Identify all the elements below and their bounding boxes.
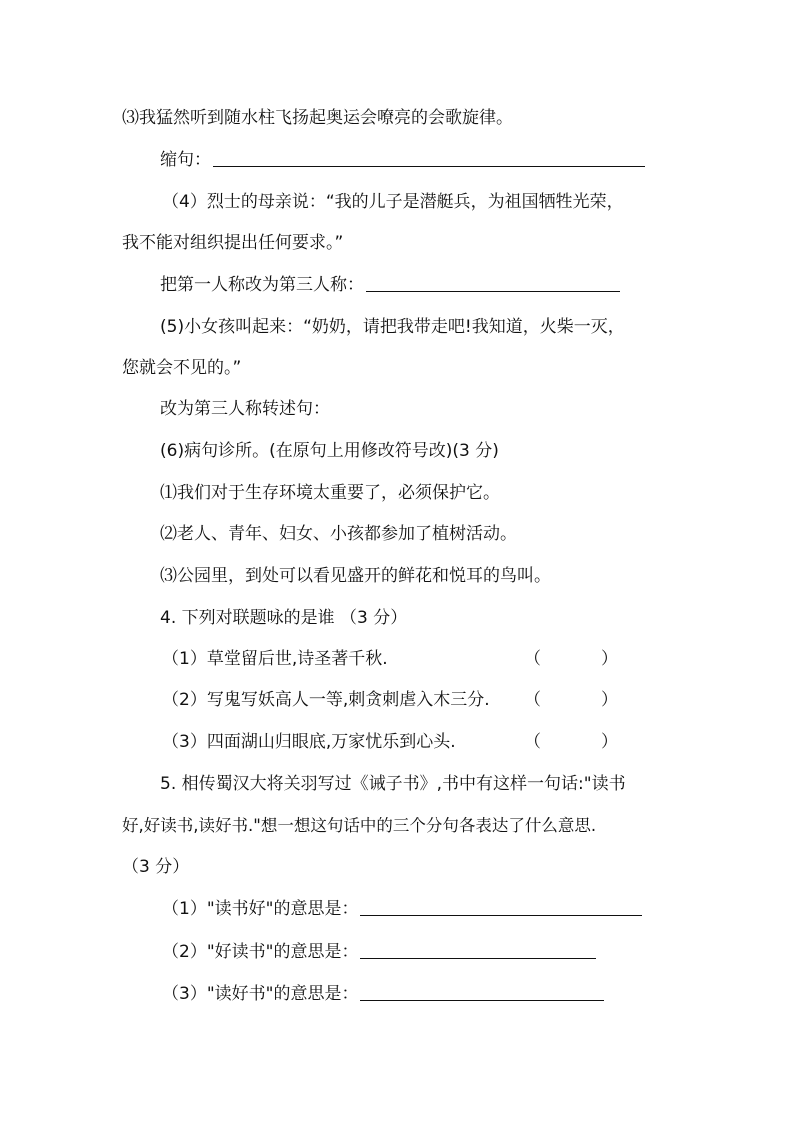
question-5-points: （3 分） (122, 857, 190, 877)
answer-blank[interactable] (366, 273, 620, 292)
prompt-label: （3）"读好书"的意思是： (162, 984, 359, 1004)
item-6-heading: (6)病句诊所。(在原句上用修改符号改)(3 分) (160, 441, 499, 461)
question-5-line-1: 5. 相传蜀汉大将关羽写过《诫子书》,书中有这样一句话:"读书 (160, 774, 626, 794)
faulty-sentence-2: ⑵老人、青年、妇女、小孩都参加了植树活动。 (160, 524, 517, 544)
answer-paren-3[interactable]: （ ） (524, 732, 618, 752)
answer-blank[interactable] (360, 940, 596, 959)
third-person-prompt (160, 273, 620, 297)
item-5-line-1: (5)小女孩叫起来：“奶奶，请把我带走吧!我知道，火柴一灭， (160, 317, 625, 337)
faulty-sentence-1: ⑴我们对于生存环境太重要了，必须保护它。 (160, 483, 500, 503)
sentence-3: ⑶我猛然听到随水柱飞扬起奥运会嘹亮的会歌旋律。 (122, 108, 513, 128)
prompt-label: （2）"好读书"的意思是： (162, 942, 359, 962)
answer-blank[interactable] (213, 148, 645, 167)
answer-blank[interactable] (360, 982, 604, 1001)
prompt-label: （1）"读书好"的意思是： (162, 899, 359, 919)
couplet-1: （1）草堂留后世,诗圣著千秋. (162, 649, 388, 669)
couplet-2: （2）写鬼写妖高人一等,刺贪刺虐入木三分. (162, 690, 490, 710)
indirect-speech-prompt: 改为第三人称转述句： (160, 399, 330, 419)
prompt-label: 缩句： (160, 150, 211, 170)
item-5-line-2: 您就会不见的。” (122, 358, 242, 378)
answer-paren-2[interactable]: （ ） (524, 690, 618, 710)
question-5-line-2: 好,好读书,读好书."想一想这句话中的三个分句各表达了什么意思. (122, 816, 597, 835)
meaning-2-prompt (162, 940, 596, 964)
meaning-1-prompt (162, 897, 642, 921)
meaning-3-prompt (162, 982, 604, 1006)
answer-blank[interactable] (360, 897, 642, 916)
couplet-3: （3）四面湖山归眼底,万家忧乐到心头. (162, 732, 456, 752)
item-4-line-2: 我不能对组织提出任何要求。” (122, 233, 344, 253)
item-4-line-1: （4）烈士的母亲说：“我的儿子是潜艇兵，为祖国牺牲光荣， (162, 192, 624, 212)
answer-paren-1[interactable]: （ ） (524, 649, 618, 669)
prompt-label: 把第一人称改为第三人称： (160, 275, 364, 295)
question-4-heading: 4. 下列对联题咏的是谁 （3 分） (160, 608, 408, 628)
faulty-sentence-3: ⑶公园里，到处可以看见盛开的鲜花和悦耳的鸟叫。 (160, 566, 551, 586)
shrink-sentence-prompt (160, 148, 645, 172)
